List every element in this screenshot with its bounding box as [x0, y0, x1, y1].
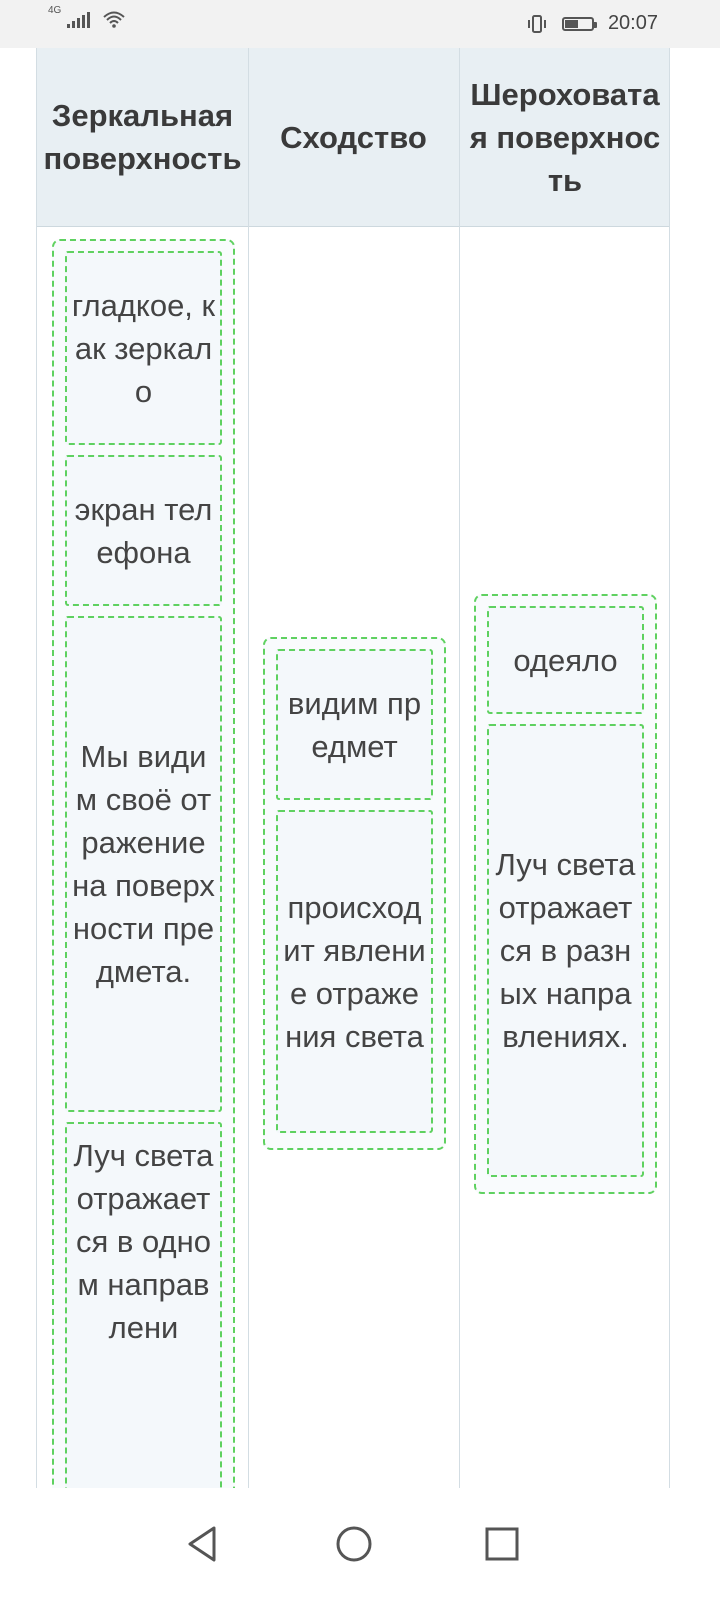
answer-card[interactable]: Луч света отражается в одном направлени — [65, 1122, 222, 1488]
sorting-table — [36, 48, 670, 1488]
answer-card[interactable]: видим предмет — [276, 649, 433, 800]
navigation-bar — [0, 1488, 720, 1600]
network-type: 4G — [48, 5, 62, 16]
clock: 20:07 — [607, 12, 658, 34]
drop-zone-mirror[interactable] — [52, 239, 235, 1488]
battery-icon — [562, 17, 594, 31]
table-header — [37, 48, 669, 227]
header-similarity: Сходство — [280, 119, 427, 155]
answer-card[interactable]: одеяло — [487, 606, 644, 714]
column-divider — [248, 48, 249, 1488]
back-button[interactable] — [176, 1518, 228, 1570]
status-right — [526, 12, 658, 35]
header-rough-surface: Шероховатая поверхность — [469, 76, 661, 198]
wifi-icon — [102, 10, 126, 28]
recents-square-icon — [483, 1525, 521, 1563]
battery-fill — [565, 20, 578, 28]
header-mirror-surface: Зеркальная поверхность — [43, 98, 242, 176]
answer-card[interactable]: Мы видим своё отражение на поверхности предмета. — [65, 616, 222, 1112]
drop-zone-similarity[interactable] — [263, 637, 446, 1150]
signal-icon — [67, 12, 90, 28]
home-circle-icon — [334, 1524, 374, 1564]
column-divider — [459, 48, 460, 1488]
home-button[interactable] — [328, 1518, 380, 1570]
status-left — [48, 5, 126, 28]
answer-card[interactable]: экран телефона — [65, 455, 222, 606]
back-triangle-icon — [184, 1524, 220, 1564]
answer-card[interactable]: происходит явление отражения света — [276, 810, 433, 1133]
drop-zone-rough[interactable] — [474, 594, 657, 1194]
answer-card[interactable]: Луч света отражается в разных направлениях. — [487, 724, 644, 1177]
answer-card[interactable]: гладкое, как зеркало — [65, 251, 222, 445]
vibrate-icon — [526, 14, 548, 34]
recents-button[interactable] — [476, 1518, 528, 1570]
status-bar — [0, 0, 720, 48]
